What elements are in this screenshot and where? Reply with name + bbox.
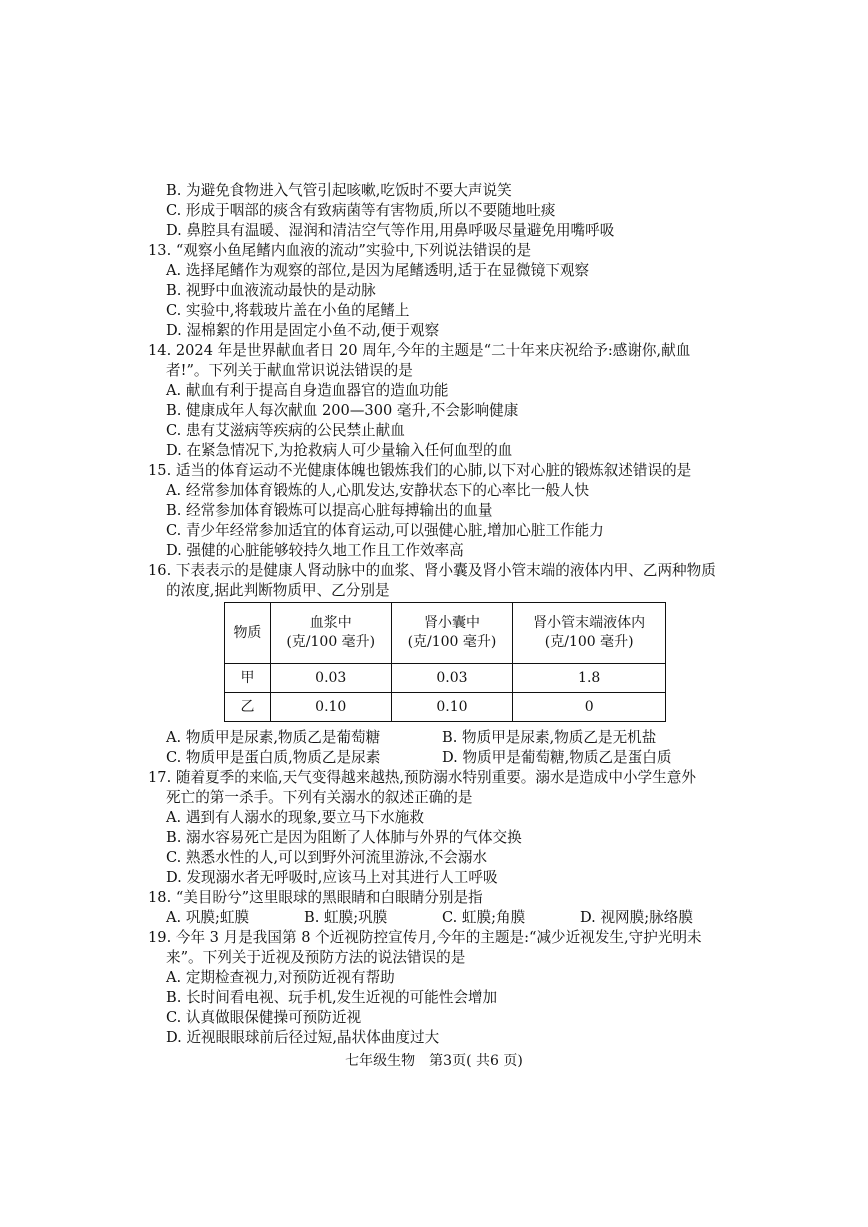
table-header-capsule	[391, 603, 513, 664]
question-16-option-b: B. 物质甲是尿素,物质乙是无机盐	[442, 729, 657, 746]
question-15-option-b: B. 经常参加体育锻炼可以提高心脏每搏输出的血量	[166, 502, 493, 519]
option-prev-c: C. 形成于咽部的痰含有致病菌等有害物质,所以不要随地吐痰	[166, 202, 556, 219]
table-header-plasma-unit: (克/100 毫升)	[286, 634, 376, 650]
question-19-stem-line1: 19. 今年 3 月是我国第 8 个近视防控宣传月,今年的主题是:“减少近视发生,守护光明未	[148, 929, 702, 946]
table-cell: 乙	[225, 693, 271, 722]
question-14-option-a: A. 献血有利于提高自身造血器官的造血功能	[166, 382, 449, 399]
concentration-table	[224, 602, 666, 722]
question-18-option-d: D. 视网膜;脉络膜	[580, 909, 693, 926]
question-16-option-c: C. 物质甲是蛋白质,物质乙是尿素	[166, 749, 381, 766]
table-header-tubule	[513, 603, 666, 664]
table-row	[225, 664, 666, 693]
question-15-option-c: C. 青少年经常参加适宜的体育运动,可以强健心脏,增加心脏工作能力	[166, 522, 604, 539]
question-16-stem-line1: 16. 下表表示的是健康人肾动脉中的血浆、肾小囊及肾小管末端的液体内甲、乙两种物质	[148, 562, 716, 579]
question-14-stem-line1: 14. 2024 年是世界献血者日 20 周年,今年的主题是“二十年来庆祝给予:感谢你,献血	[148, 342, 691, 359]
question-14-stem-line2: 者!”。下列关于献血常识说法错误的是	[166, 362, 413, 379]
table-cell: 0	[513, 693, 666, 722]
question-15-option-a: A. 经常参加体育锻炼的人,心肌发达,安静状态下的心率比一般人快	[166, 482, 590, 499]
question-15-option-d: D. 强健的心脏能够较持久地工作且工作效率高	[166, 542, 464, 559]
page-footer: 七年级生物 第3页( 共6 页)	[345, 1053, 523, 1069]
question-17-option-b: B. 溺水容易死亡是因为阻断了人体肺与外界的气体交换	[166, 829, 522, 846]
table-header-row	[225, 603, 666, 664]
question-17-stem-line2: 死亡的第一杀手。下列有关溺水的叙述正确的是	[166, 789, 473, 806]
question-19-option-b: B. 长时间看电视、玩手机,发生近视的可能性会增加	[166, 989, 498, 1006]
question-19-option-a: A. 定期检查视力,对预防近视有帮助	[166, 969, 395, 986]
question-14-option-c: C. 患有艾滋病等疾病的公民禁止献血	[166, 422, 405, 439]
table-cell: 甲	[225, 664, 271, 693]
question-14-option-d: D. 在紧急情况下,为抢救病人可少量输入任何血型的血	[166, 442, 513, 459]
table-cell: 0.10	[391, 693, 513, 722]
table-cell: 0.03	[391, 664, 513, 693]
table-header-plasma	[270, 603, 391, 664]
table-cell: 0.10	[270, 693, 391, 722]
table-header-tubule-title: 肾小管末端液体内	[533, 615, 646, 631]
option-prev-b: B. 为避免食物进入气管引起咳嗽,吃饭时不要大声说笑	[166, 182, 512, 199]
question-16-stem-line2: 的浓度,据此判断物质甲、乙分别是	[166, 582, 390, 599]
table-header-substance: 物质	[225, 603, 271, 664]
table-header-capsule-unit: (克/100 毫升)	[407, 634, 497, 650]
question-16-options-row2	[166, 748, 806, 768]
question-19-stem-line2: 来”。下列关于近视及预防方法的说法错误的是	[166, 949, 466, 966]
question-18-option-a: A. 巩膜;虹膜	[166, 909, 250, 926]
question-17-option-d: D. 发现溺水者无呼吸时,应该马上对其进行人工呼吸	[166, 869, 498, 886]
question-13-option-c: C. 实验中,将载玻片盖在小鱼的尾鳍上	[166, 302, 410, 319]
question-18-option-c: C. 虹膜;角膜	[442, 909, 526, 926]
question-17-stem-line1: 17. 随着夏季的来临,天气变得越来越热,预防溺水特别重要。溺水是造成中小学生意外	[148, 769, 696, 786]
table-header-tubule-unit: (克/100 毫升)	[544, 634, 634, 650]
question-17-option-a: A. 遇到有人溺水的现象,要立马下水施救	[166, 809, 424, 826]
question-13-stem: 13. “观察小鱼尾鳍内血液的流动”实验中,下列说法错误的是	[148, 242, 532, 259]
table-cell: 0.03	[270, 664, 391, 693]
table-header-plasma-title: 血浆中	[309, 615, 352, 631]
question-13-option-a: A. 选择尾鳍作为观察的部位,是因为尾鳍透明,适于在显微镜下观察	[166, 262, 590, 279]
table-header-capsule-title: 肾小囊中	[423, 615, 480, 631]
question-19-option-c: C. 认真做眼保健操可预防近视	[166, 1009, 362, 1026]
question-18-stem: 18. “美目盼兮”这里眼球的黑眼睛和白眼睛分别是指	[148, 889, 483, 906]
question-16-option-a: A. 物质甲是尿素,物质乙是葡萄糖	[166, 729, 381, 746]
table-row	[225, 693, 666, 722]
question-13-option-b: B. 视野中血液流动最快的是动脉	[166, 282, 376, 299]
table-cell: 1.8	[513, 664, 666, 693]
question-13-option-d: D. 湿棉絮的作用是固定小鱼不动,便于观察	[166, 322, 440, 339]
question-16-options-row1	[166, 728, 806, 748]
question-17-option-c: C. 熟悉水性的人,可以到野外河流里游泳,不会溺水	[166, 849, 488, 866]
question-14-option-b: B. 健康成年人每次献血 200—300 毫升,不会影响健康	[166, 402, 519, 419]
question-16-option-d: D. 物质甲是葡萄糖,物质乙是蛋白质	[442, 749, 672, 766]
option-prev-d: D. 鼻腔具有温暖、湿润和清洁空气等作用,用鼻呼吸尽量避免用嘴呼吸	[166, 222, 615, 239]
question-19-option-d: D. 近视眼眼球前后径过短,晶状体曲度过大	[166, 1029, 440, 1046]
question-15-stem: 15. 适当的体育运动不光健康体魄也锻炼我们的心肺,以下对心脏的锻炼叙述错误的是	[148, 462, 692, 479]
question-18-option-b: B. 虹膜;巩膜	[304, 909, 388, 926]
question-18-options-row	[166, 908, 806, 928]
